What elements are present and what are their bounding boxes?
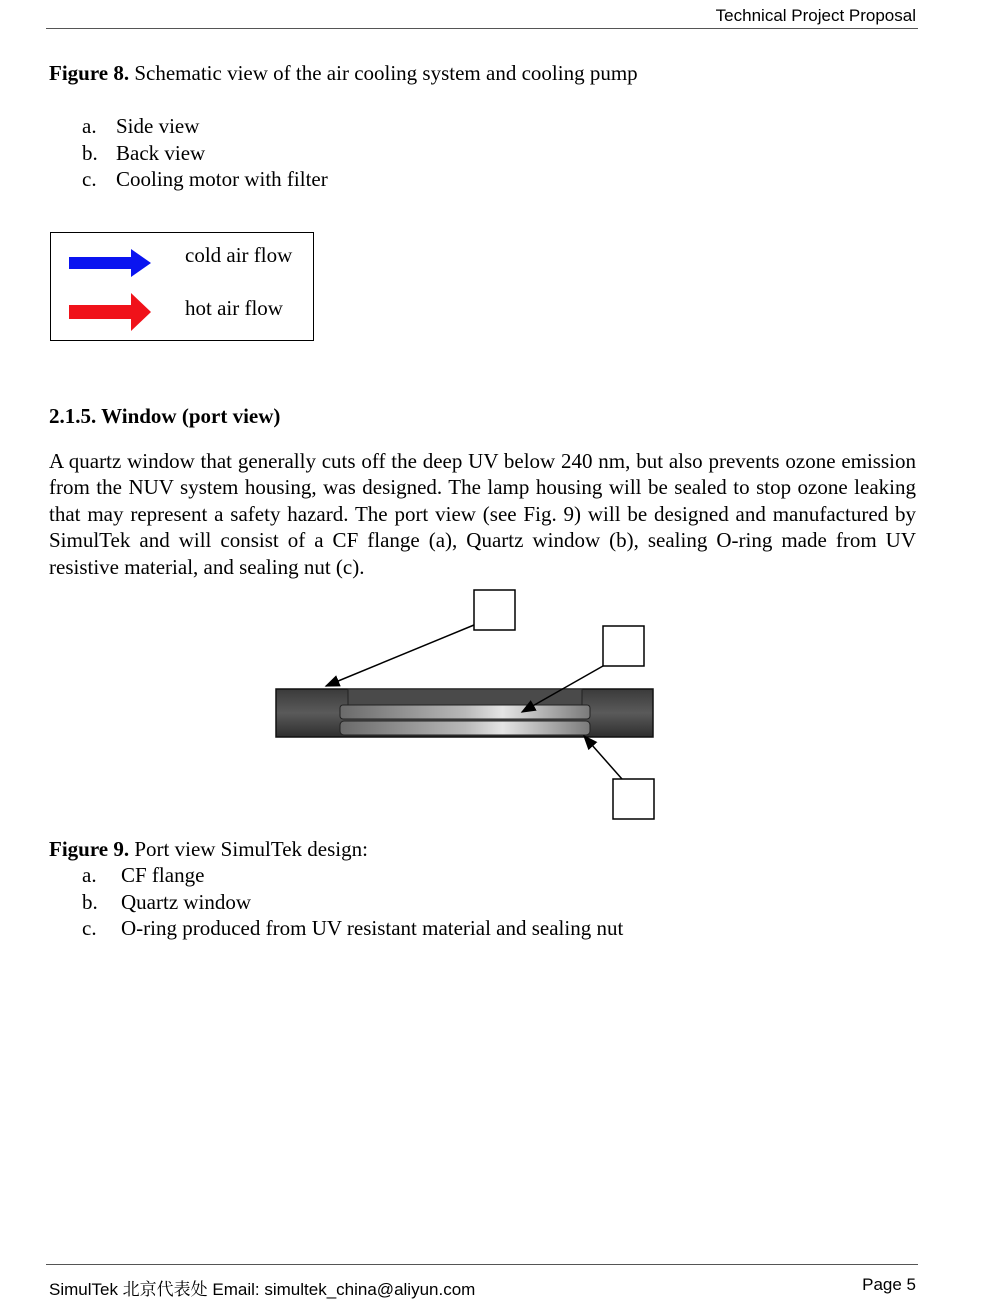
figure-8-label: Figure 8. xyxy=(49,61,130,85)
page-number: Page 5 xyxy=(862,1275,916,1294)
list-item-letter: a. xyxy=(82,863,97,887)
list-item xyxy=(82,889,623,916)
list-item-text: CF flange xyxy=(121,863,205,887)
list-item xyxy=(82,862,623,889)
footer-contact: SimulTek 北京代表处 Email: simultek_china@aliyun.com xyxy=(49,1280,476,1299)
list-item-letter: b. xyxy=(82,889,98,914)
callout-box-a xyxy=(474,590,515,630)
header-title: Technical Project Proposal xyxy=(715,6,916,25)
leader-line-a xyxy=(326,625,474,686)
list-item-text: Quartz window xyxy=(121,889,252,914)
o-ring-sealing-nut xyxy=(340,721,590,735)
list-item-text: O-ring produced from UV resistant material and sealing nut xyxy=(121,916,624,940)
cold-air-label: cold air flow xyxy=(185,243,293,267)
list-item xyxy=(82,166,328,193)
figure-9-label: Figure 9. xyxy=(49,837,130,861)
header-rule xyxy=(46,28,918,29)
leader-line-c xyxy=(584,736,622,779)
quartz-window xyxy=(340,705,590,719)
list-item-letter: a. xyxy=(82,114,97,138)
port-view-diagram xyxy=(260,585,680,825)
figure-9-caption xyxy=(49,837,368,862)
list-item-text: Side view xyxy=(116,114,200,138)
list-item-text: Cooling motor with filter xyxy=(116,167,328,191)
figure-8-caption xyxy=(49,61,638,86)
footer-rule xyxy=(46,1264,918,1265)
list-item-letter: b. xyxy=(82,140,98,165)
list-item xyxy=(82,113,328,140)
callout-box-b xyxy=(603,626,644,666)
hot-air-arrow-icon xyxy=(67,291,153,335)
figure-8-caption-text: Schematic view of the air cooling system and cooling pump xyxy=(129,61,638,85)
list-item-text: Back view xyxy=(116,140,206,165)
section-paragraph: A quartz window that generally cuts off the deep UV below 240 nm, but also prevents ozone emission from the NUV system housing, was designed. The lamp housing will be sealed to stop ozone leaking that may represent a safety hazard. The port view (see Fig. 9) will be designed and manufactured by SimulTek and will consist of a CF flange (a), Quartz window (b), sealing O-ring made from UV resistive material, and sealing nut (c). xyxy=(49,449,916,579)
section-heading: 2.1.5. Window (port view) xyxy=(49,404,281,428)
cold-air-arrow-icon xyxy=(67,247,153,279)
figure-9-list xyxy=(82,862,623,942)
list-item-letter: c. xyxy=(82,916,97,940)
list-item xyxy=(82,140,328,167)
list-item xyxy=(82,915,623,942)
hot-air-label: hot air flow xyxy=(185,296,283,320)
list-item-letter: c. xyxy=(82,167,97,191)
airflow-legend xyxy=(50,232,314,341)
callout-box-c xyxy=(613,779,654,819)
figure-8-list xyxy=(82,113,328,193)
figure-9-caption-text: Port view SimulTek design: xyxy=(129,837,368,861)
